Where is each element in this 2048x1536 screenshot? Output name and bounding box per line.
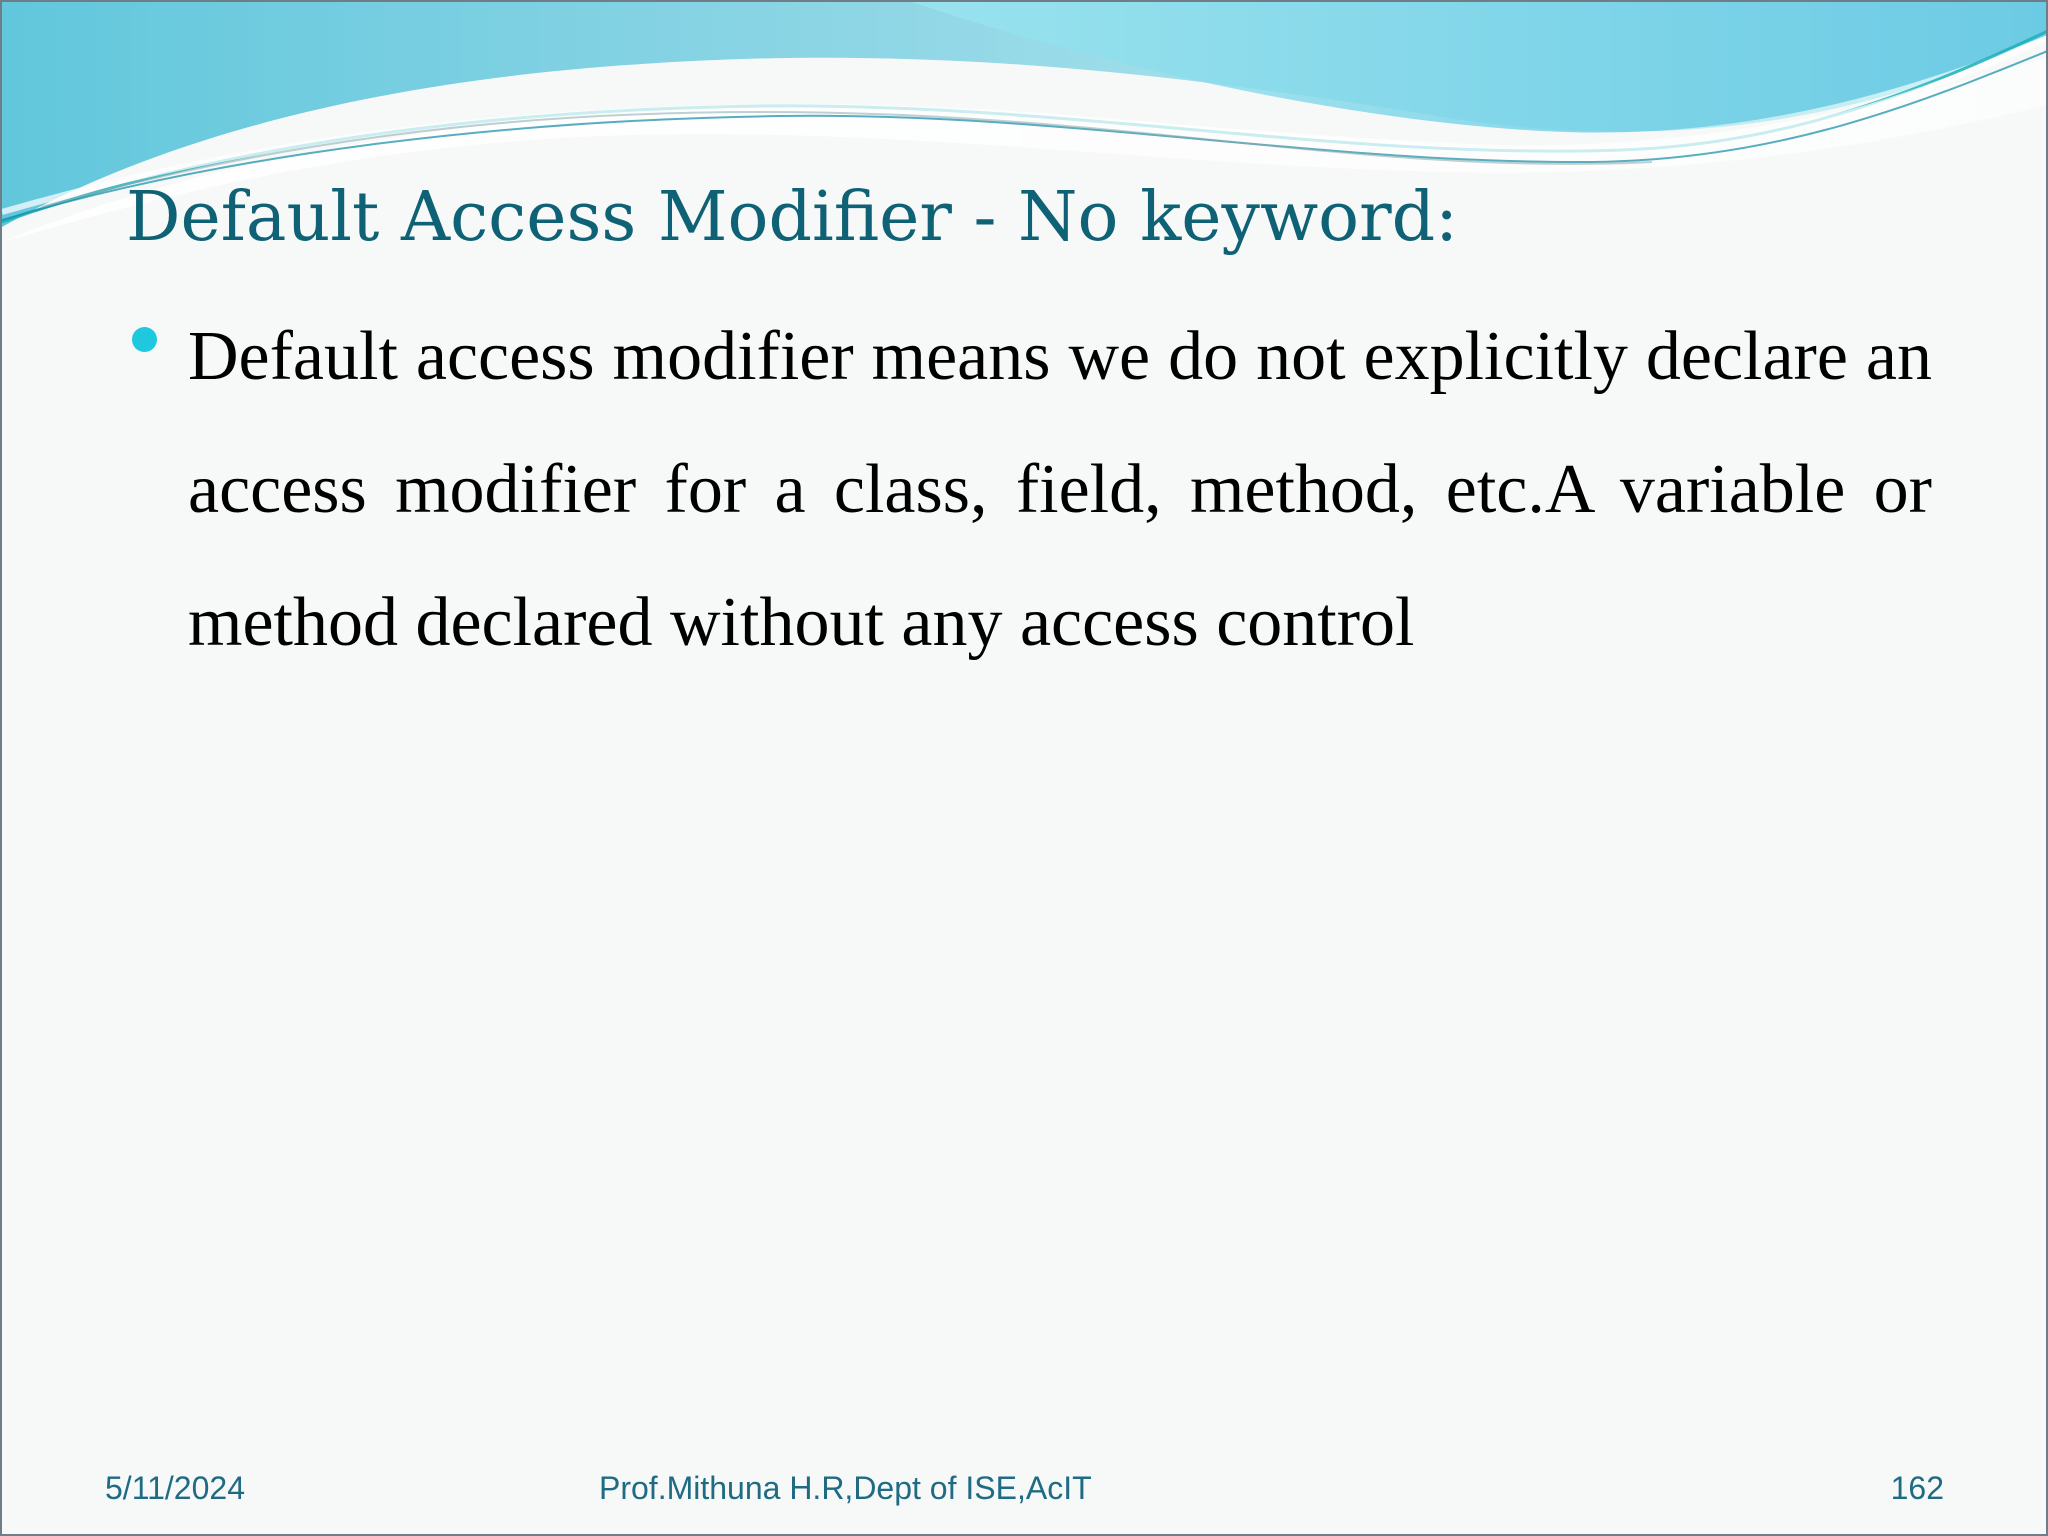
bullet-list <box>126 307 1932 689</box>
slide-number: 162 <box>1890 1470 1944 1506</box>
bullet-text: Default access modifier means we do not explicitly declare an access modifier for a class, field, method, etc.A variable or method declared without any access control <box>188 318 1932 661</box>
footer-date: 5/11/2024 <box>105 1470 245 1506</box>
bullet-dot-icon <box>132 327 157 352</box>
footer-author: Prof.Mithuna H.R,Dept of ISE,AcIT <box>599 1470 1092 1506</box>
slide-title: Default Access Modifier - No keyword: <box>126 178 1459 257</box>
bullet-item <box>126 290 1932 689</box>
